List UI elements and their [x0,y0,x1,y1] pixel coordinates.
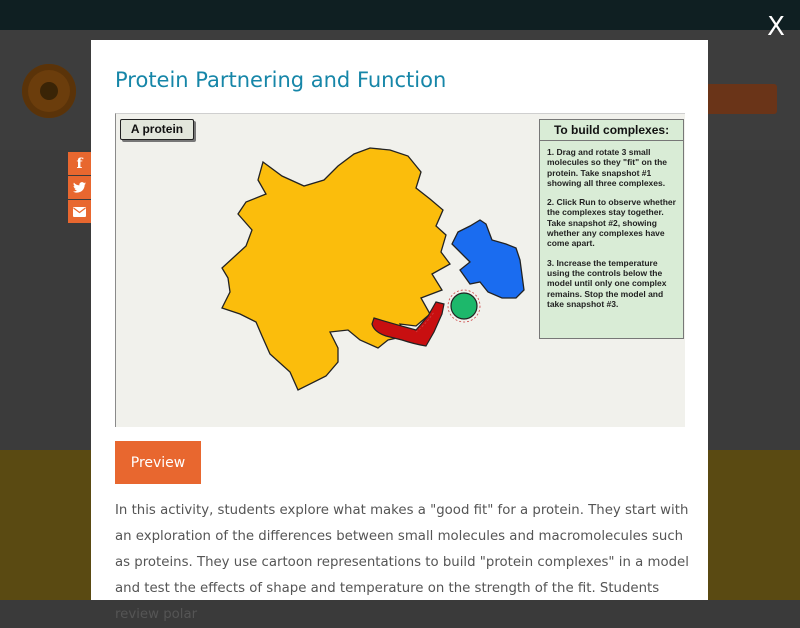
instruction-step-2: 2. Click Run to observe whether the complexes stay together. Take snapshot #2, showing whether any complexes have come apart. [547,197,676,249]
modal-title: Protein Partnering and Function [115,68,447,92]
twitter-share-button[interactable] [68,176,91,199]
instructions-title: To build complexes: [540,120,683,141]
blue-molecule-shape [452,220,524,298]
background-logo-center [40,82,58,100]
close-button[interactable]: X [767,12,785,42]
instruction-step-1: 1. Drag and rotate 3 small molecules so they "fit" on the protein. Take snapshot #1 showing all three complexes. [547,147,667,188]
facebook-share-button[interactable] [68,152,91,175]
green-molecule-shape [451,293,477,319]
protein-shape [222,148,450,390]
facebook-icon: f [76,155,83,172]
background-top-bar [0,0,800,30]
twitter-icon [73,182,86,193]
simulation-preview-image [115,113,685,427]
background-button [705,84,777,114]
email-icon [73,207,86,217]
share-bar [68,152,91,224]
instruction-step-3: 3. Increase the temperature using the controls below the model until only one complex remains. Stop the model and take snapshot #3. [547,257,667,309]
activity-modal [91,40,708,622]
instructions-box [539,119,684,339]
preview-button[interactable]: Preview [115,441,201,484]
email-share-button[interactable] [68,200,91,223]
activity-description: In this activity, students explore what makes a "good fit" for a protein. They start with an exploration of the differences between small molecules and macromolecules such as proteins. They use cartoon representations to build "protein complexes" in a model and test the effects of shape and temperature on the strength of the fit. Students review polar [115,503,689,622]
protein-label: A protein [120,119,194,140]
